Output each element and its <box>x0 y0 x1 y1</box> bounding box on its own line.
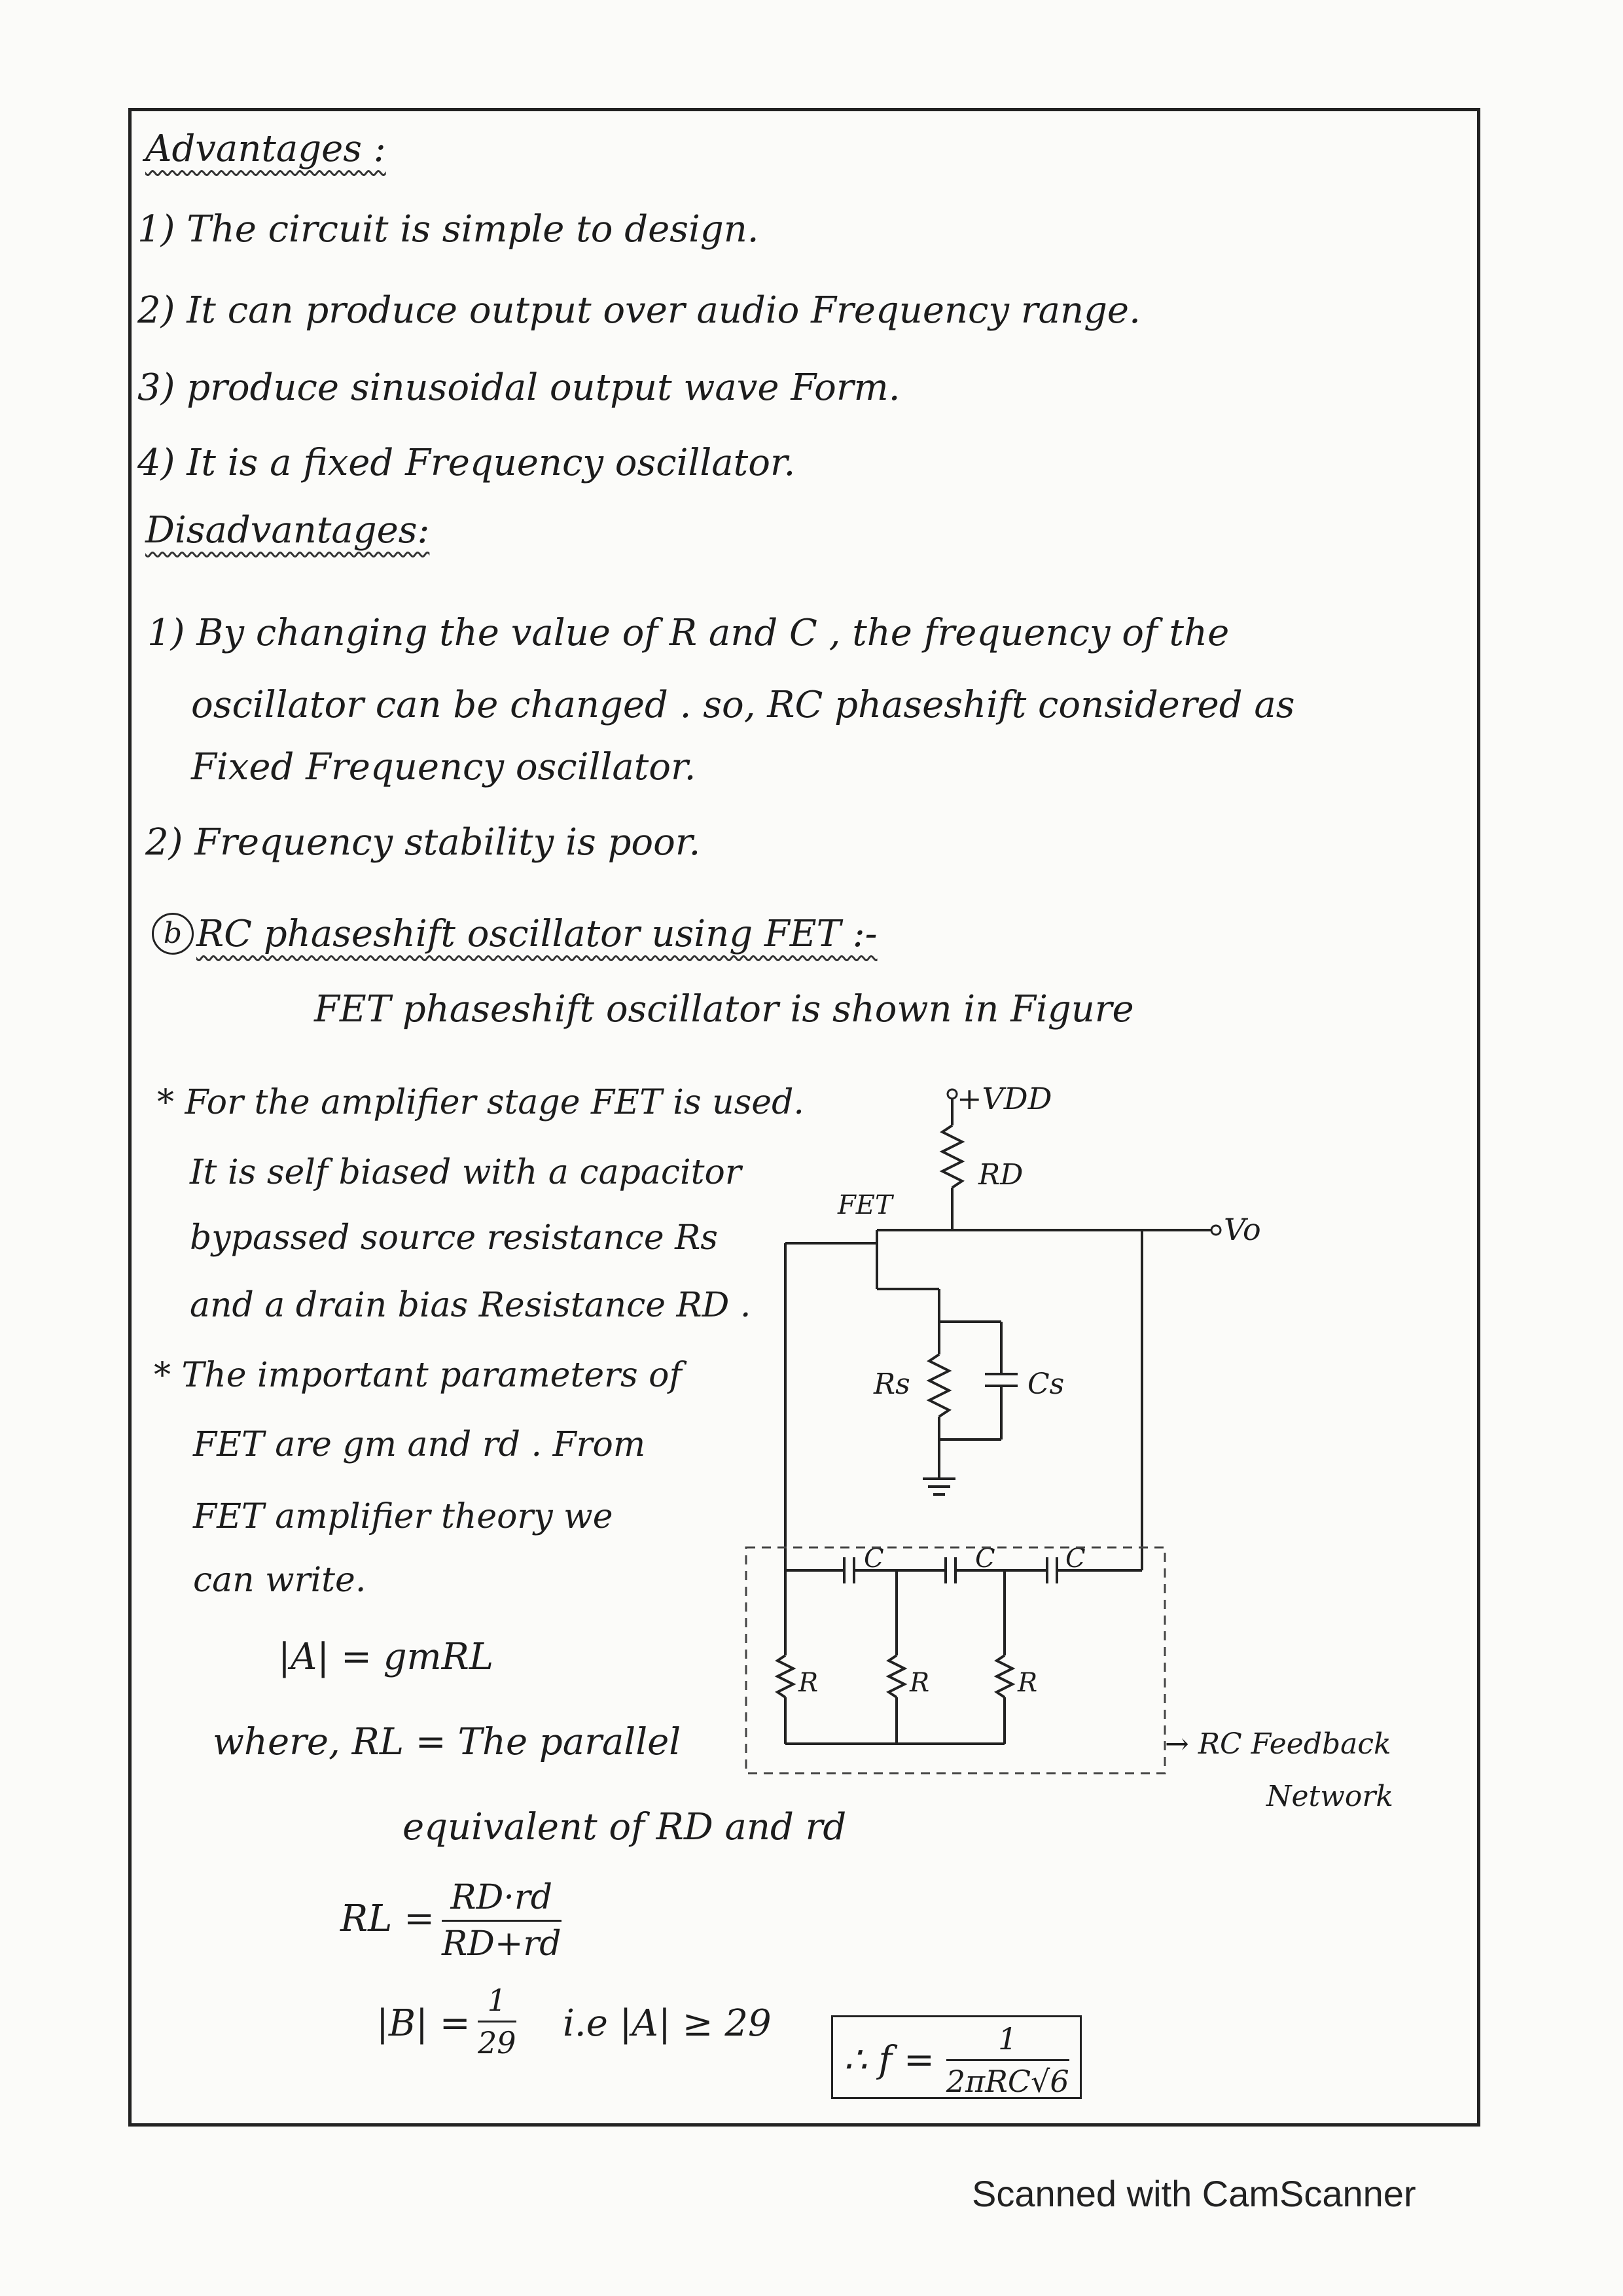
where-line: where, RL = The parallel <box>213 1721 681 1763</box>
r2-resistor <box>889 1655 904 1697</box>
vdd-terminal <box>948 1089 957 1099</box>
rs-resistor <box>929 1354 949 1417</box>
bullet2-line-2: FET are gm and rd . From <box>193 1425 646 1464</box>
rl-numerator: RD·rd <box>442 1878 562 1922</box>
fet-label: FET <box>838 1190 893 1220</box>
beta-numerator: 1 <box>478 1983 516 2022</box>
bullet1-line-3: bypassed source resistance Rs <box>190 1218 718 1258</box>
disadvantage-item-1-line-2: oscillator can be changed . so, RC phaseshift considered as <box>191 684 1295 726</box>
r1-label: R <box>798 1668 819 1698</box>
vdd-label: +VDD <box>957 1081 1052 1116</box>
bullet1-line-2: It is self biased with a capacitor <box>190 1153 741 1192</box>
advantage-item-1: 1) The circuit is simple to design. <box>137 208 759 251</box>
r3-resistor <box>997 1655 1012 1697</box>
bullet2-line-3: FET amplifier theory we <box>193 1497 613 1536</box>
rl-denominator: RD+rd <box>442 1924 562 1964</box>
vo-label: Vo <box>1224 1212 1261 1247</box>
ie-text: i.e |A| ≥ 29 <box>563 2002 772 2045</box>
rd-label: RD <box>978 1158 1024 1192</box>
feedback-label-line-2: Network <box>1266 1780 1394 1813</box>
disadvantages-heading: Disadvantages: <box>145 509 430 552</box>
c3-label: C <box>1065 1544 1086 1574</box>
advantage-item-4: 4) It is a fixed Frequency oscillator. <box>137 442 796 484</box>
bullet1-line-4: and a drain bias Resistance RD . <box>190 1286 751 1325</box>
r1-resistor <box>777 1655 793 1697</box>
rd-resistor <box>942 1125 962 1188</box>
r3-label: R <box>1018 1668 1038 1698</box>
beta-denominator: 29 <box>478 2025 516 2060</box>
disadvantage-item-1-line-3: Fixed Frequency oscillator. <box>191 746 696 788</box>
disadvantage-item-1-line-1: 1) By changing the value of R and C , the frequency of the <box>147 612 1230 654</box>
frequency-denominator: 2πRC√6 <box>946 2064 1069 2099</box>
advantage-item-3: 3) produce sinusoidal output wave Form. <box>137 366 901 409</box>
cs-label: Cs <box>1027 1368 1065 1401</box>
frequency-numerator: 1 <box>946 2021 1069 2061</box>
c2-label: C <box>975 1544 995 1574</box>
bullet2-line-4: can write. <box>193 1561 366 1600</box>
c1-label: C <box>864 1544 884 1574</box>
bullet1-line-1: * For the amplifier stage FET is used. <box>157 1083 804 1122</box>
feedback-label-line-1: → RC Feedback <box>1165 1727 1391 1761</box>
beta-lhs: |B| = <box>376 2002 471 2045</box>
r2-label: R <box>910 1668 930 1698</box>
advantage-item-2: 2) It can produce output over audio Frequency range. <box>137 289 1141 332</box>
vo-terminal <box>1211 1226 1221 1235</box>
rl-lhs: RL = <box>340 1898 435 1940</box>
frequency-lhs: ∴ f = <box>844 2039 935 2081</box>
section-b-intro: FET phaseshift oscillator is shown in Figure <box>314 988 1134 1031</box>
camscanner-footer: Scanned with CamScanner <box>972 2173 1416 2214</box>
section-marker: b <box>152 913 194 955</box>
section-b-heading: RC phaseshift oscillator using FET :- <box>196 913 878 955</box>
gain-equation: |A| = gmRL <box>278 1636 493 1678</box>
advantages-heading: Advantages : <box>145 128 386 170</box>
disadvantage-item-2: 2) Frequency stability is poor. <box>145 821 701 864</box>
rs-label: Rs <box>874 1368 910 1401</box>
bullet2-line-1: * The important parameters of <box>154 1356 682 1395</box>
equivalent-line: equivalent of RD and rd <box>402 1806 847 1848</box>
